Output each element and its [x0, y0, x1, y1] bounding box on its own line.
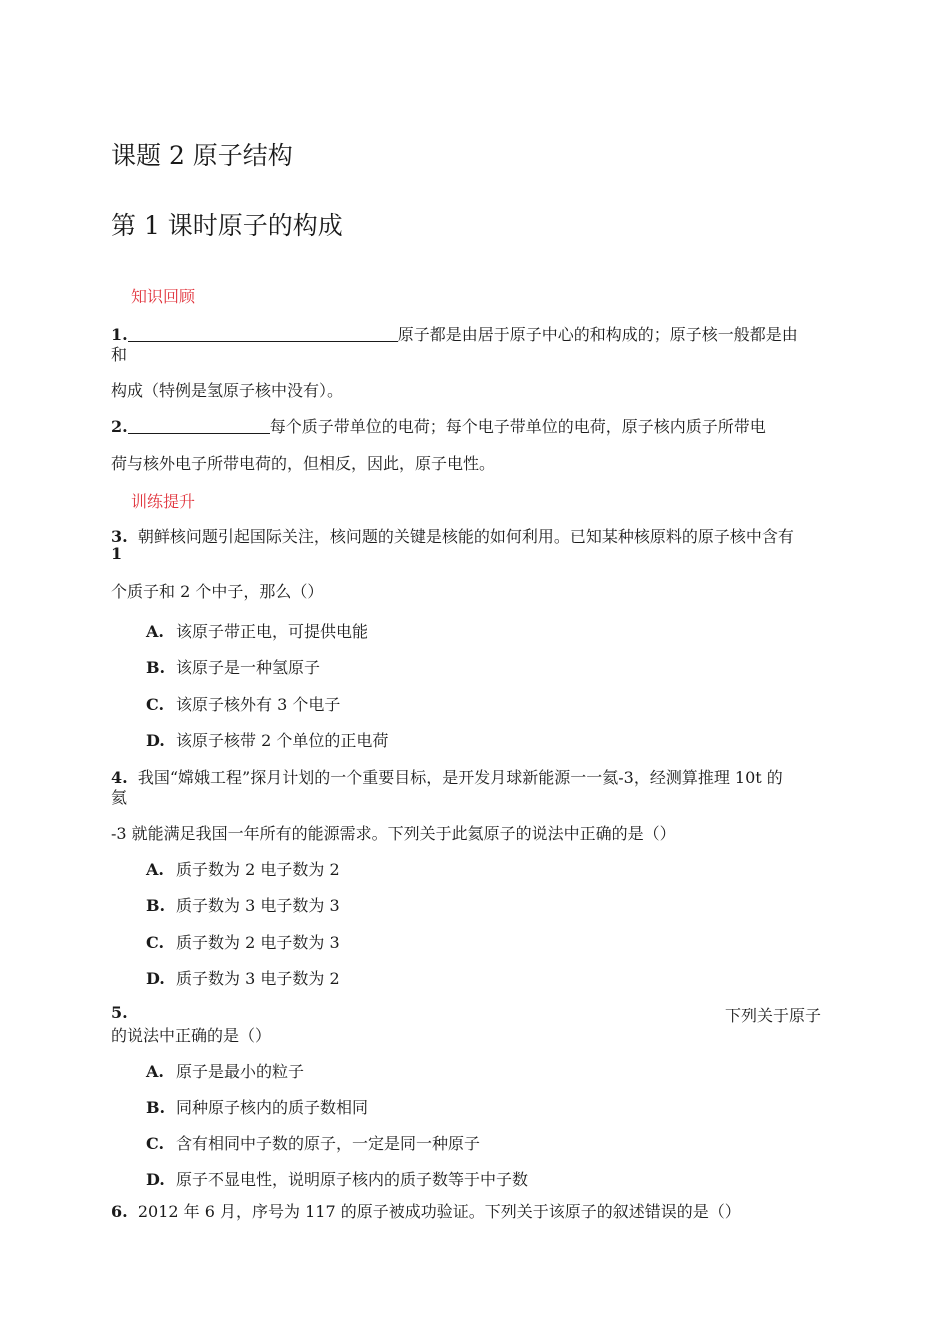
- question-5-line-2: 的说法中正确的是（）: [111, 1026, 272, 1045]
- option-text: 同种原子核内的质子数相同: [176, 1098, 369, 1117]
- option-text: 该原子核带 2 个单位的正电荷: [176, 731, 389, 750]
- question-5-number: 5.: [111, 1003, 128, 1022]
- question-2-line-2: 荷与核外电子所带电荷的，但相反，因此，原子电性。: [111, 454, 496, 473]
- option-label: D.: [146, 969, 165, 988]
- question-3-text: 朝鲜核问题引起国际关注，核问题的关键是核能的如何利用。已知某种核原料的原子核中含有: [137, 527, 794, 546]
- question-2-number: 2.: [111, 417, 128, 436]
- lesson-title: 课题 2 原子结构: [111, 141, 293, 170]
- option-text: 该原子核外有 3 个电子: [176, 695, 341, 714]
- option-label: B.: [146, 1098, 166, 1117]
- option-label: C.: [146, 933, 165, 952]
- question-6: [111, 1199, 741, 1222]
- option-text: 质子数为 3 电子数为 2: [176, 969, 340, 988]
- option-label: A.: [146, 622, 164, 641]
- question-3-line-2: 个质子和 2 个中子，那么（）: [111, 582, 324, 601]
- question-4-wrap: 氦: [111, 788, 128, 807]
- question-1-text: 原子都是由居于原子中心的和构成的；原子核一般都是由: [397, 325, 798, 344]
- option-label: C.: [146, 695, 165, 714]
- question-5-option-b[interactable]: [146, 1095, 368, 1118]
- option-text: 原子不显电性，说明原子核内的质子数等于中子数: [176, 1170, 529, 1189]
- question-1-wrap: 和: [111, 345, 128, 364]
- lesson-subtitle: 第 1 课时原子的构成: [111, 211, 343, 240]
- question-1-line-2: 构成（特例是氢原子核中没有）。: [111, 381, 344, 400]
- answer-blank[interactable]: [128, 417, 270, 434]
- option-text: 质子数为 2 电子数为 3: [176, 933, 340, 952]
- option-label: A.: [146, 1062, 164, 1081]
- question-1-number: 1.: [111, 325, 128, 344]
- question-3-option-b[interactable]: [146, 655, 320, 678]
- option-text: 该原子是一种氢原子: [176, 658, 321, 677]
- question-5-option-a[interactable]: [146, 1059, 304, 1082]
- question-6-text: 2012 年 6 月，序号为 117 的原子被成功验证。下列关于该原子的叙述错误的是（）: [137, 1202, 741, 1221]
- option-label: D.: [146, 1170, 165, 1189]
- question-4-option-c[interactable]: [146, 930, 340, 953]
- option-label: C.: [146, 1134, 165, 1153]
- question-2: [111, 414, 766, 437]
- question-4: [111, 765, 783, 788]
- question-4-option-b[interactable]: [146, 893, 340, 916]
- option-label: D.: [146, 731, 165, 750]
- option-text: 质子数为 2 电子数为 2: [176, 860, 340, 879]
- question-6-number: 6.: [111, 1202, 128, 1221]
- section-practice-heading: 训练提升: [131, 492, 196, 511]
- question-3: [111, 524, 794, 547]
- option-text: 该原子带正电，可提供电能: [176, 622, 369, 641]
- option-text: 含有相同中子数的原子，一定是同一种原子: [176, 1134, 481, 1153]
- question-3-option-d[interactable]: [146, 728, 388, 751]
- question-5-option-c[interactable]: [146, 1131, 480, 1154]
- question-3-option-a[interactable]: [146, 619, 368, 642]
- question-4-text: 我国“嫦娥工程”探月计划的一个重要目标，是开发月球新能源一一氦-3，经测算推理 10t 的: [137, 768, 783, 787]
- question-3-number: 3.: [111, 527, 128, 546]
- question-3-wrap: 1: [111, 544, 123, 563]
- question-4-line-2: -3 就能满足我国一年所有的能源需求。下列关于此氦原子的说法中正确的是（）: [111, 824, 676, 843]
- question-2-text: 每个质子带单位的电荷；每个电子带单位的电荷，原子核内质子所带电: [269, 417, 766, 436]
- question-4-option-a[interactable]: [146, 857, 340, 880]
- answer-blank[interactable]: [128, 325, 398, 342]
- option-text: 原子是最小的粒子: [176, 1062, 305, 1081]
- option-label: B.: [146, 896, 166, 915]
- option-label: A.: [146, 860, 164, 879]
- question-1: [111, 322, 798, 345]
- question-4-option-d[interactable]: [146, 966, 340, 989]
- option-text: 质子数为 3 电子数为 3: [176, 896, 340, 915]
- option-label: B.: [146, 658, 166, 677]
- question-4-number: 4.: [111, 768, 128, 787]
- question-5-text: 下列关于原子: [725, 1006, 822, 1025]
- question-5-option-d[interactable]: [146, 1167, 528, 1190]
- question-3-option-c[interactable]: [146, 692, 340, 715]
- section-review-heading: 知识回顾: [131, 287, 196, 306]
